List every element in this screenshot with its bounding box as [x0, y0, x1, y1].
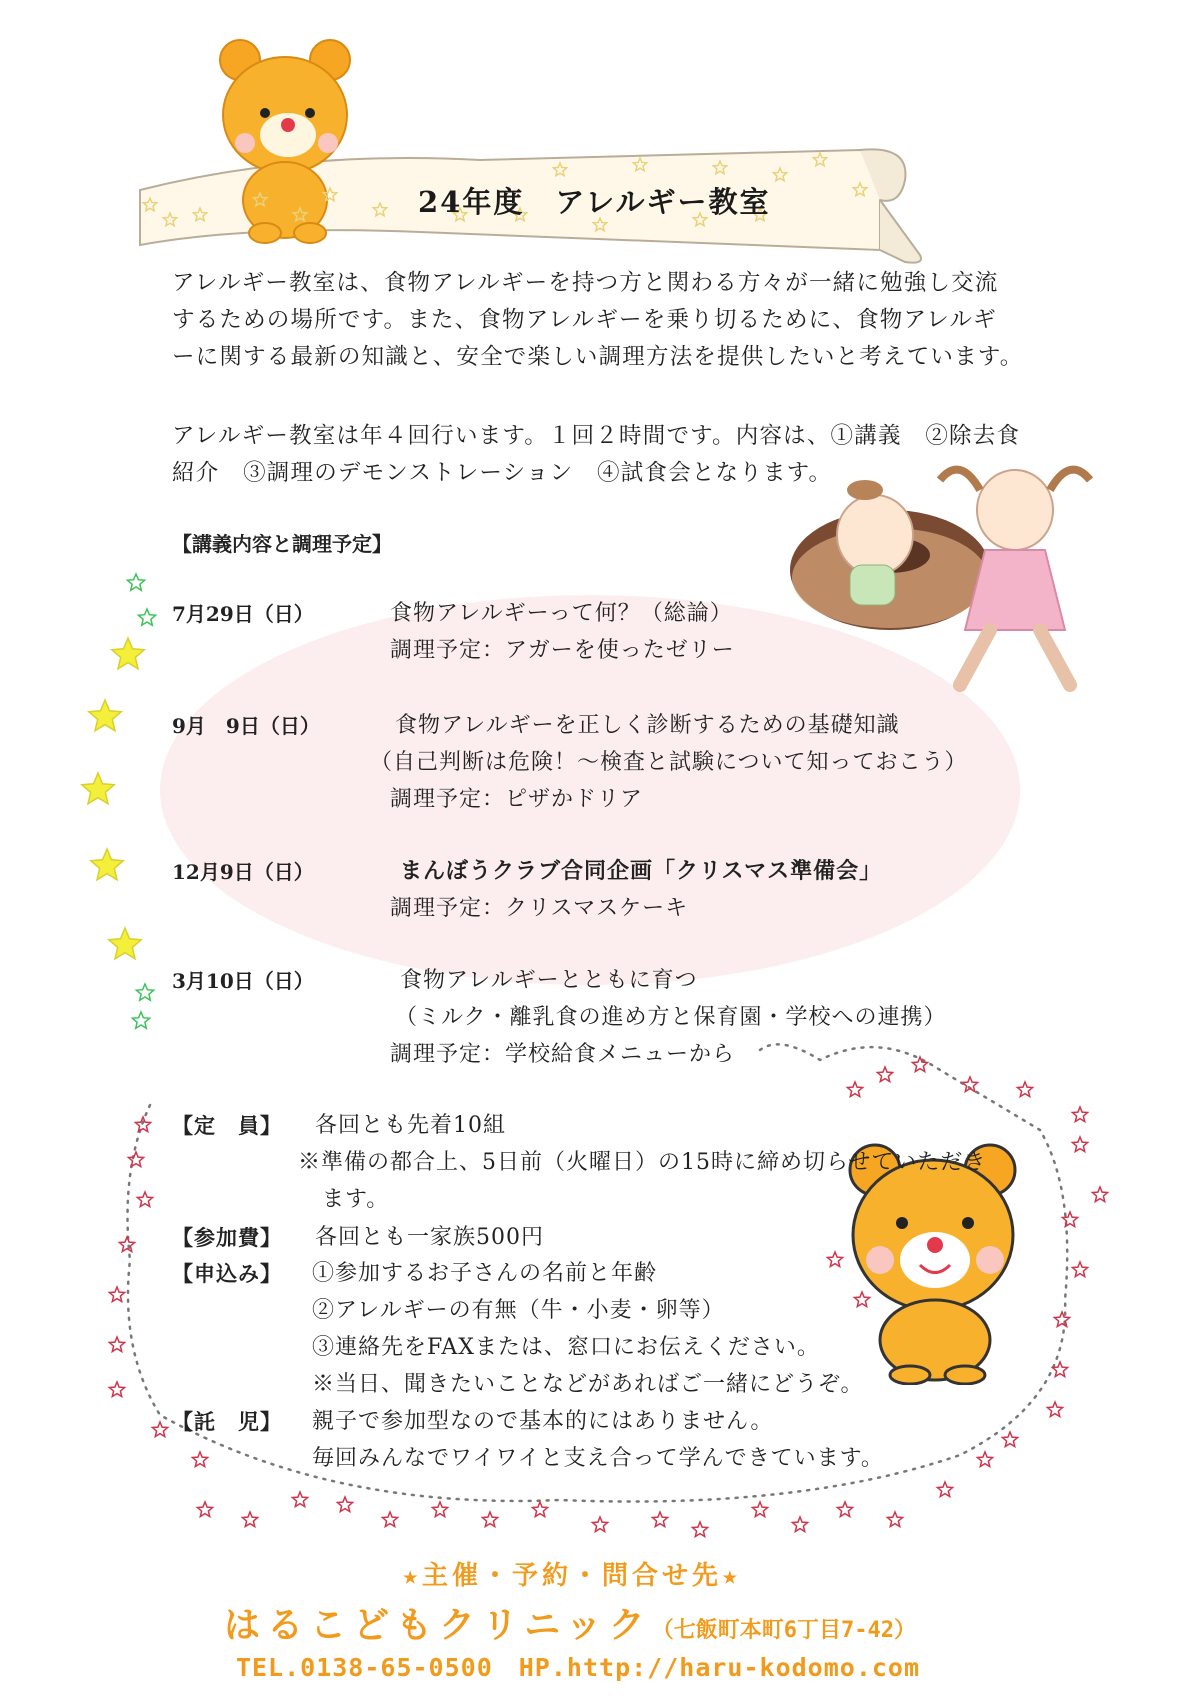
schedule-cooking: 調理予定：学校給食メニューから: [390, 1042, 736, 1067]
fee-label: 【参加費】: [172, 1225, 282, 1250]
red-star: [135, 1117, 150, 1132]
red-star: [887, 1512, 902, 1527]
contact-line: TEL.0138-65-0500 HP.http://haru-kodomo.com: [235, 1653, 921, 1682]
schedule-date: 7月29日（日）: [172, 602, 314, 626]
red-star: [1017, 1082, 1032, 1097]
banner-star: [253, 193, 266, 206]
banner-star: [193, 208, 206, 221]
schedule-date: 3月10日（日）: [172, 969, 314, 993]
capacity-note: ※準備の都合上、5日前（火曜日）の15時に締め切らせていただき: [298, 1150, 987, 1175]
red-star: [792, 1517, 807, 1532]
red-star: [854, 1292, 869, 1307]
schedule-cooking: 調理予定：クリスマスケーキ: [390, 896, 689, 921]
banner-star: [553, 163, 566, 176]
schedule-heading: 【講義内容と調理予定】: [172, 532, 392, 556]
red-star: [292, 1492, 307, 1507]
red-star: [152, 1422, 167, 1437]
schedule-date: 12月9日（日）: [172, 860, 314, 884]
red-star: [827, 1252, 842, 1267]
red-star: [937, 1482, 952, 1497]
red-star: [1072, 1262, 1087, 1277]
childcare-line: 親子で参加型なので基本的にはありません。: [312, 1409, 774, 1434]
overview-line: 紹介 ③調理のデモンストレーション ④試食会となります。: [172, 460, 833, 486]
banner-star: [323, 188, 336, 201]
red-star: [119, 1237, 134, 1252]
organizer-heading: ★主催・予約・問合せ先★: [402, 1561, 742, 1591]
red-star: [337, 1497, 352, 1512]
red-star: [847, 1082, 862, 1097]
red-star: [912, 1057, 927, 1072]
capacity-value: 各回とも先着10組: [315, 1113, 506, 1138]
banner-star: [163, 213, 176, 226]
intro-line: ーに関する最新の知識と、安全で楽しい調理方法を提供したいと考えています。: [172, 344, 1024, 370]
schedule-topic: 食物アレルギーを正しく診断するための基礎知識: [395, 713, 900, 738]
banner-star: [633, 158, 646, 171]
schedule-topic-sub: （ミルク・離乳食の進め方と保育園・学校への連携）: [395, 1005, 947, 1030]
schedule-topic-sub: （自己判断は危険！～検査と試験について知っておこう）: [370, 750, 968, 775]
red-star: [532, 1502, 547, 1517]
red-star: [197, 1502, 212, 1517]
capacity-label: 【定 員】: [172, 1113, 282, 1138]
red-star: [109, 1287, 124, 1302]
red-star: [242, 1512, 257, 1527]
childcare-line: 毎回みんなでワイワイと支え合って学んできています。: [312, 1446, 884, 1471]
clinic-name: はるこどもクリニック: [223, 1605, 652, 1646]
page-title: 24年度 アレルギー教室: [418, 185, 771, 219]
red-star: [482, 1512, 497, 1527]
green-star: [132, 1012, 149, 1028]
apply-item: ①参加するお子さんの名前と年齢: [312, 1261, 658, 1286]
banner-star: [773, 168, 786, 181]
red-star: [877, 1067, 892, 1082]
banner-star: [853, 183, 866, 196]
yellow-star: [109, 928, 141, 959]
red-star: [109, 1382, 124, 1397]
red-star: [1052, 1362, 1067, 1377]
red-star: [652, 1512, 667, 1527]
red-star: [837, 1502, 852, 1517]
red-star: [192, 1452, 207, 1467]
red-star: [1002, 1432, 1017, 1447]
apply-item: ※当日、聞きたいことなどがあればご一緒にどうぞ。: [312, 1372, 864, 1397]
intro-line: アレルギー教室は、食物アレルギーを持つ方と関わる方々が一緒に勉強し交流: [172, 270, 999, 296]
schedule-topic: 食物アレルギーとともに育つ: [400, 968, 698, 993]
red-star: [1062, 1212, 1077, 1227]
red-star: [1054, 1312, 1069, 1327]
yellow-star: [82, 773, 114, 804]
fee-value: 各回とも一家族500円: [315, 1225, 544, 1250]
red-star: [692, 1522, 707, 1537]
red-star: [962, 1077, 977, 1092]
intro-line: するための場所です。また、食物アレルギーを乗り切るために、食物アレルギ: [172, 307, 997, 333]
red-star: [137, 1192, 152, 1207]
banner-star: [813, 153, 826, 166]
intro-paragraph: [172, 265, 1052, 376]
banner-star: [713, 161, 726, 174]
yellow-star: [91, 849, 123, 880]
green-star: [127, 574, 144, 590]
apply-item: ②アレルギーの有無（牛・小麦・卵等）: [312, 1298, 725, 1323]
red-star: [1072, 1137, 1087, 1152]
banner-star: [293, 208, 306, 221]
schedule-topic: 食物アレルギーって何？（総論）: [390, 601, 733, 626]
banner-star: [373, 203, 386, 216]
red-star: [977, 1452, 992, 1467]
schedule-cooking: 調理予定：ピザかドリア: [390, 787, 644, 812]
red-star: [1072, 1107, 1087, 1122]
green-star: [138, 609, 155, 625]
clinic-address: （七飯町本町6丁目7-42）: [651, 1618, 917, 1643]
red-star: [1047, 1402, 1062, 1417]
schedule-cooking: 調理予定：アガーを使ったゼリー: [390, 638, 735, 663]
yellow-star: [89, 700, 121, 731]
clinic-block: [0, 1597, 1170, 1648]
green-star: [136, 984, 153, 1000]
red-star: [592, 1517, 607, 1532]
red-star: [109, 1337, 124, 1352]
red-star: [432, 1502, 447, 1517]
capacity-note: ます。: [322, 1187, 390, 1212]
apply-label: 【申込み】: [172, 1261, 282, 1286]
schedule-topic: まんぼうクラブ合同企画「クリスマス準備会」: [400, 858, 883, 884]
apply-item: ③連絡先をFAXまたは、窓口にお伝えください。: [312, 1335, 820, 1360]
red-star: [752, 1502, 767, 1517]
banner-star: [143, 198, 156, 211]
red-star: [128, 1152, 143, 1167]
yellow-star: [112, 638, 144, 669]
schedule-date: 9月 9日（日）: [172, 714, 320, 738]
childcare-label: 【託 児】: [172, 1409, 282, 1434]
overview-line: アレルギー教室は年４回行います。１回２時間です。内容は、①講義 ②除去食: [172, 423, 1021, 449]
red-star: [1092, 1187, 1107, 1202]
overview-paragraph: [172, 418, 1052, 492]
red-star: [382, 1512, 397, 1527]
